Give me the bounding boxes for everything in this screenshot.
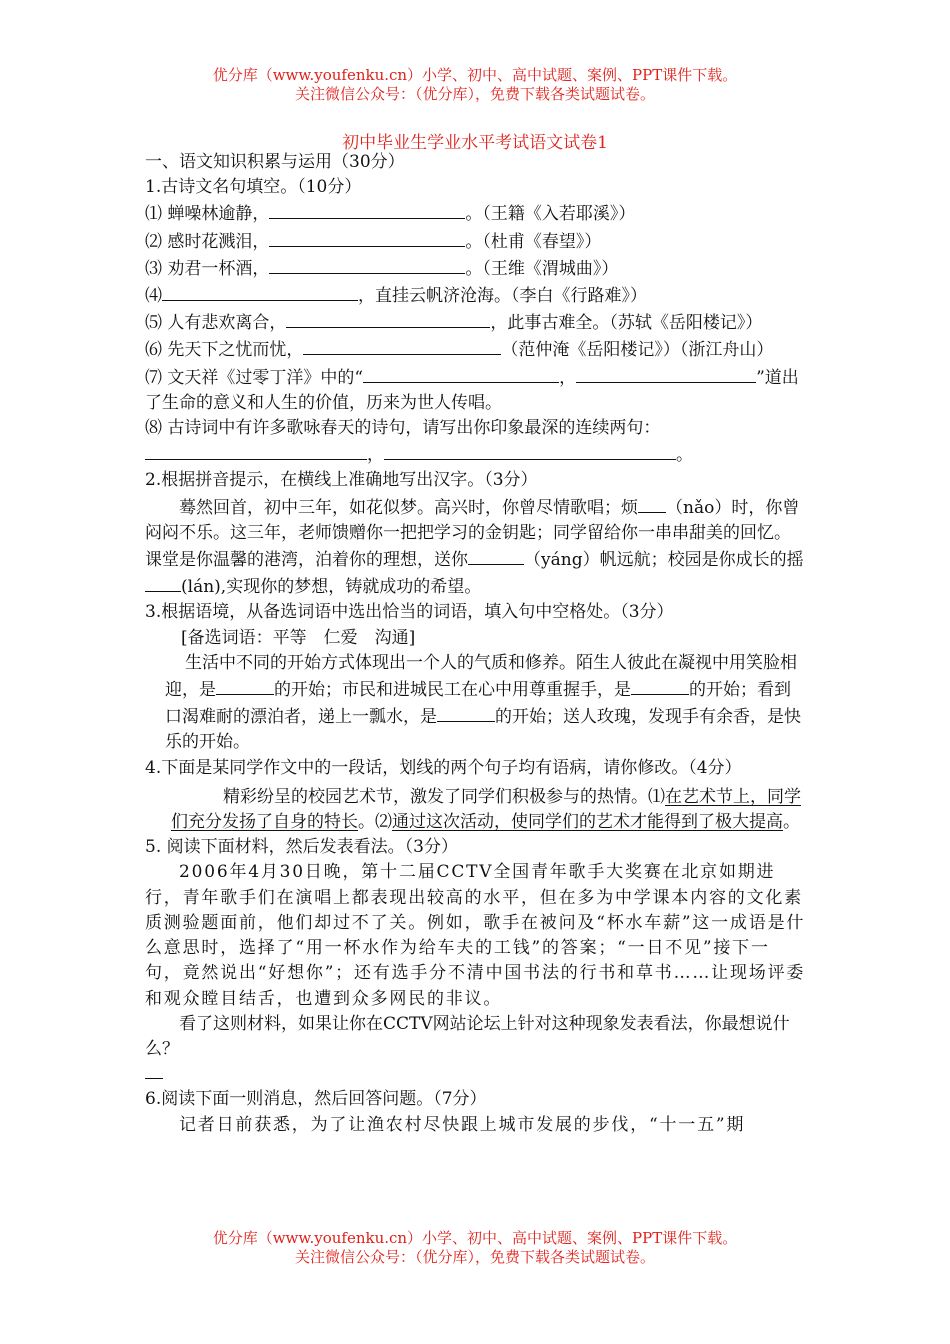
q3-heading: 3.根据语境，从备选词语中选出恰当的词语，填入句中空格处。（3分） [145, 602, 674, 623]
page-header [0, 66, 950, 104]
q1-item-8: ⑻ 古诗词中有许多歌咏春天的诗句，请写出你印象最深的连续两句： [145, 418, 661, 439]
header-line-2: 关注微信公众号：（优分库），免费下载各类试题试卷。 [294, 85, 655, 103]
footer-line-2: 关注微信公众号：（优分库），免费下载各类试题试卷。 [294, 1248, 655, 1266]
answer-blank[interactable] [286, 309, 490, 328]
q6-passage: 记者日前获悉，为了让渔农村尽快跟上城市发展的步伐，“十一五”期 [179, 1114, 746, 1135]
faulty-sentence-1: 在艺术节上，同学们充分发扬了自身的特长 [171, 786, 801, 833]
footer-line-1: 优分库（www.youfenku.cn）小学、初中、高中试题、案例、PPT课件下载。 [212, 1229, 738, 1247]
answer-blank[interactable] [384, 441, 676, 460]
q1-item-8-blanks: ， 。 [145, 441, 807, 468]
q1-heading: 1.古诗文名句填空。（10分） [145, 177, 362, 198]
answer-blank[interactable] [437, 703, 495, 722]
q5-heading: 5. 阅读下面材料，然后发表看法。（3分） [145, 837, 458, 858]
answer-blank[interactable] [631, 676, 689, 695]
q1-item-7: ⑺ 文天祥《过零丁洋》中的“ ， ”道出了生命的意义和人生的价值，历来为世人传唱。 [145, 364, 807, 416]
answer-blank[interactable] [145, 441, 367, 460]
answer-blank[interactable] [638, 494, 666, 513]
answer-blank[interactable] [363, 364, 559, 383]
faulty-sentence-2: 通过这次活动，使同学们的艺术才能得到了极大提高 [392, 812, 783, 833]
q5-news-text: 2006年4月30日晚，第十二届CCTV全国青年歌手大奖赛在北京如期进行，青年歌手们在演唱上都表现出较高的水平，但在多为中学课本内容的文化素质测验题面前，他们却过不了关。例如，歌手在被问及“杯水车薪”这一成语是什么意思时，选择了“用一杯水作为给车夫的工钱”的答案；“一日不见”接下一句，竟然说出“好想你”；还有选手分不清中国书法的行书和草书……让现场评委和观众瞠目结舌，也遭到众多网民的非议。 [145, 862, 806, 1009]
q5-prompt: 看了这则材料，如果让你在CCTV网站论坛上针对这种现象发表看法，你最想说什么？ [145, 1013, 790, 1059]
q2-passage: 蓦然回首，初中三年，如花似梦。高兴时，你曾尽情歌唱；烦 （nǎo）时，你曾闷闷不乐。这三年，老师馈赠你一把把学习的金钥匙；同学留给你一串串甜美的回忆。课堂是你温馨的港湾，泊着你的理想，送你 （yáng）帆远航；校园是你成长的摇(lán),实现你的梦想，铸就成功的希望。 [145, 494, 807, 601]
q3-options: [备选词语：平等 仁爱 沟通] [181, 627, 416, 648]
answer-blank[interactable] [576, 364, 756, 383]
q6-heading: 6.阅读下面一则消息，然后回答问题。（7分） [145, 1089, 487, 1110]
q1-item-3: ⑶ 劝君一杯酒， 。（王维《渭城曲》） [145, 255, 807, 282]
answer-blank[interactable] [269, 200, 465, 219]
exam-body [145, 150, 807, 1138]
answer-blank[interactable] [468, 546, 524, 565]
header-line-1: 优分库（www.youfenku.cn）小学、初中、高中试题、案例、PPT课件下载。 [212, 66, 738, 84]
answer-blank[interactable] [303, 336, 501, 355]
q1-item-4: ⑷ ，直挂云帆济沧海。（李白《行路难》） [145, 282, 807, 309]
q1-item-1: ⑴ 蝉噪林逾静， 。（王籍《入若耶溪》） [145, 200, 807, 227]
q4-passage: 精彩纷呈的校园艺术节，激发了同学们积极参与的热情。⑴在艺术节上，同学们充分发扬了自身的特长。⑵通过这次活动，使同学们的艺术才能得到了极大提高。 [171, 786, 801, 833]
answer-blank[interactable] [145, 573, 181, 592]
q3-passage: 生活中不同的开始方式体现出一个人的气质和修养。陌生人彼此在凝视中用笑脸相迎，是 的开始；市民和进城民工在心中用尊重握手，是 的开始；看到口渴难耐的漂泊者，递上一瓢水，是 的开始；送人玫瑰，发现手有余香，是快乐的开始。 [165, 652, 801, 753]
section-heading: 一、语文知识积累与运用（30分） [145, 152, 405, 172]
q4-heading: 4.下面是某同学作文中的一段话，划线的两个句子均有语病，请你修改。（4分） [145, 757, 742, 778]
q1-item-5: ⑸ 人有悲欢离合， ，此事古难全。（苏轼《岳阳楼记》） [145, 309, 807, 336]
page-title: 初中毕业生学业水平考试语文试卷1 [342, 133, 608, 153]
answer-blank[interactable] [162, 282, 358, 301]
answer-blank[interactable] [269, 228, 465, 247]
q2-heading: 2.根据拼音提示，在横线上准确地写出汉字。（3分） [145, 470, 538, 491]
q1-item-2: ⑵ 感时花溅泪， 。（杜甫《春望》） [145, 228, 807, 255]
q1-item-6: ⑹ 先天下之忧而忧， （范仲淹《岳阳楼记》）（浙江舟山） [145, 336, 807, 363]
answer-blank[interactable] [216, 676, 274, 695]
answer-blank[interactable] [269, 255, 465, 274]
q5-answer-area[interactable] [145, 1062, 807, 1087]
page-footer [0, 1229, 950, 1267]
